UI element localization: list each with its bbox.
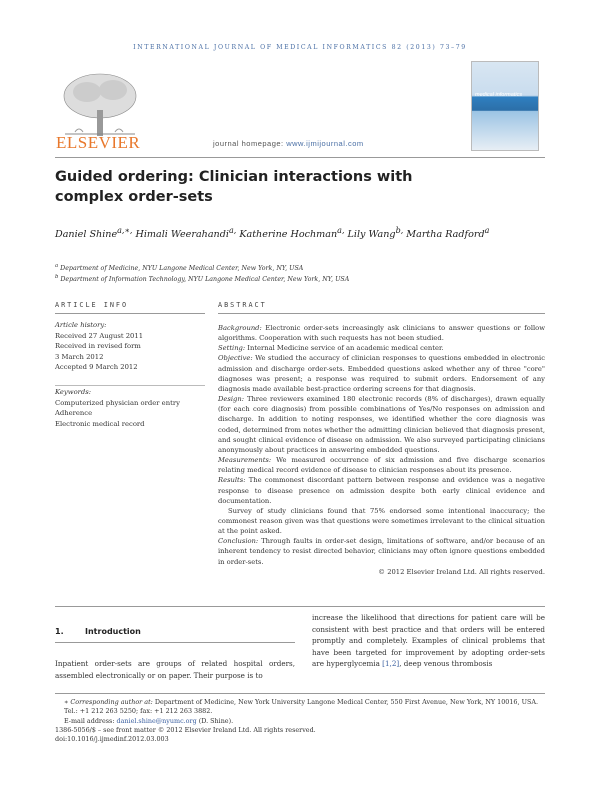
journal-cover-thumbnail xyxy=(471,61,539,151)
author-name: Daniel Shine xyxy=(55,229,118,241)
author-name: Himali Weerahandi xyxy=(132,229,229,241)
abstract-paragraph xyxy=(218,323,545,343)
abstract-paragraph xyxy=(218,353,545,394)
history-line: Received in revised form xyxy=(55,342,141,351)
keyword: Electronic medical record xyxy=(55,419,145,428)
journal-homepage xyxy=(213,139,364,148)
abstract-body xyxy=(218,323,545,577)
abstract-paragraph xyxy=(218,506,545,536)
keywords-label: Keywords: xyxy=(55,387,92,396)
abstract-text: Survey of study clinicians found that 75% endorsed some intentional inaccuracy; the commonest reason given was that questions were sometimes irrelevant to the clinical situation at the point asked. xyxy=(218,506,545,536)
author-affil-sup: a,∗, xyxy=(117,226,133,235)
abstract-heading: ABSTRACT xyxy=(218,301,267,309)
abstract-text: Through faults in order-set design, limitations of software, and/or because of an inherent tendency to resist directed behavior, clinicians may often ignore questions embedded in order-sets. xyxy=(218,537,545,566)
affiliation-a xyxy=(55,263,303,272)
affiliation-text: Department of Information Technology, NYU Langone Medical Center, New York, NY, USA xyxy=(58,276,350,284)
homepage-link[interactable]: www.ijmijournal.com xyxy=(286,139,364,148)
article-info-rule xyxy=(55,313,205,314)
corresponding-label: ∗ Corresponding author at: xyxy=(64,698,153,706)
abstract-label: Design: xyxy=(218,395,244,404)
abstract-paragraph xyxy=(218,455,545,475)
intro-heading-rule xyxy=(55,642,295,643)
author-affil-sup: a, xyxy=(228,226,237,235)
article-info xyxy=(55,320,205,429)
history-line: Received 27 August 2011 xyxy=(55,331,144,340)
intro-left-column: Inpatient order-sets are groups of related hospital orders, assembled electronically or on paper. Their purpose is to xyxy=(55,659,295,680)
journal-citation: INTERNATIONAL JOURNAL OF MEDICAL INFORMATICS 82 (2013) 73–79 xyxy=(133,44,467,51)
affiliation-sup: b xyxy=(55,274,59,280)
keyword: Adherence xyxy=(55,409,93,418)
issn-line: 1386-5056/$ – see front matter © 2012 Elsevier Ireland Ltd. All rights reserved. xyxy=(55,725,316,734)
history-line: Accepted 9 March 2012 xyxy=(55,363,138,372)
abstract-label: Measurements: xyxy=(218,456,272,465)
history-label: Article history: xyxy=(55,321,107,329)
email-note xyxy=(55,717,545,726)
citation-link[interactable]: [1,2] xyxy=(382,659,400,669)
abstract-paragraph xyxy=(218,343,545,353)
abstract-label: Objective: xyxy=(218,354,253,363)
corresponding-author-note xyxy=(55,698,545,717)
history-divider xyxy=(55,385,205,386)
affiliation-b xyxy=(55,274,349,283)
abstract-label: Setting: xyxy=(218,344,246,353)
abstract-bottom-rule xyxy=(55,606,545,607)
history-line: 3 March 2012 xyxy=(55,352,104,361)
author-name: Katherine Hochman xyxy=(236,229,338,241)
author-affil-sup: a, xyxy=(337,226,345,235)
footnotes xyxy=(55,698,545,744)
abstract-label: Conclusion: xyxy=(218,537,259,546)
keyword: Computerized physician order entry xyxy=(55,398,180,407)
email-label: E-mail address: xyxy=(64,716,117,725)
author-affil-sup: a xyxy=(484,226,490,235)
abstract-text: Three reviewers examined 180 electronic records (8% of discharges), drawn equally (for each core diagnosis) from possible combinations of Yes/No responses on admission and discharge. In addition to noting responses, we identified whether the core diagnosis was coded, determined from notes whether the admitting clinician believed that diagnosis present, and sought clinical evidence of disease on admission. We also surveyed participating clinicians anonymously about practices in answering embedded questions. xyxy=(218,395,545,454)
abstract-text: We measured occurrence of six admission and five discharge scenarios relating medical record evidence of disease to clinician responses about its presence. xyxy=(218,456,545,475)
abstract-text: Electronic order-sets increasingly ask clinicians to answer questions or follow algorithms. Cooperation with such requests has not been studied. xyxy=(218,324,545,343)
abstract-label: Results: xyxy=(218,476,246,485)
abstract-text: The commonest discordant pattern between response and evidence was a negative response to disease presence on admission despite both early clinical evidence and documentation. xyxy=(218,476,545,505)
intro-text: increase the likelihood that directions for patient care will be consistent with best practice and that orders will be entered promptly and completely. Examples of clinical problems that have been targeted for improvement by adopting order-sets are hyperglycemia xyxy=(312,613,545,669)
abstract-rule xyxy=(218,313,545,314)
copyright: © 2012 Elsevier Ireland Ltd. All rights reserved. xyxy=(378,567,545,576)
abstract-paragraph xyxy=(218,475,545,505)
intro-text: , deep venous thrombosis xyxy=(399,659,493,669)
publisher-wordmark: ELSEVIER xyxy=(56,133,141,152)
cover-title: medical informatics xyxy=(475,92,523,98)
email-link[interactable]: daniel.shine@nyumc.org xyxy=(116,716,197,725)
header-divider xyxy=(55,157,545,158)
author-name: Lily Wang xyxy=(344,229,396,241)
abstract-label: Background: xyxy=(218,324,262,332)
article-title: Guided ordering: Clinician interactions with complex order-sets xyxy=(55,169,413,205)
article-info-heading: ARTICLE INFO xyxy=(55,301,129,309)
section-number: 1. xyxy=(55,627,64,636)
author-affil-sup: b, xyxy=(395,226,404,235)
intro-right-column xyxy=(312,612,545,670)
affiliation-sup: a xyxy=(55,263,59,269)
author-list xyxy=(55,222,545,243)
section-title: Introduction xyxy=(85,627,141,636)
abstract-text: We studied the accuracy of clinician responses to questions embedded in electronic admission and discharge order-sets. Embedded questions asked whether any of three "core" diagnoses was present; a response was required to submit orders. Endorsement of any diagnosis made available best-practice ordering screens for that diagnosis. xyxy=(218,354,545,393)
affiliation-text: Department of Medicine, NYU Langone Medical Center, New York, NY, USA xyxy=(58,265,304,273)
author-name: Martha Radford xyxy=(403,229,485,241)
abstract-paragraph xyxy=(218,536,545,566)
abstract-paragraph xyxy=(218,394,545,455)
corresponding-text: Department of Medicine, New York University Langone Medical Center, 550 First Avenue, New York, NY 10016, USA. Tel.: +1 212 263 5250; fax: +1 212 263 3882. xyxy=(64,698,538,716)
abstract-text: Internal Medicine service of an academic medical center. xyxy=(245,344,444,353)
footnote-rule xyxy=(55,693,545,694)
doi-line[interactable]: doi:10.1016/j.ijmedinf.2012.03.003 xyxy=(55,735,169,744)
homepage-label: journal homepage: xyxy=(213,139,287,148)
email-suffix: (D. Shine). xyxy=(196,716,234,725)
section-heading-introduction xyxy=(55,627,141,636)
